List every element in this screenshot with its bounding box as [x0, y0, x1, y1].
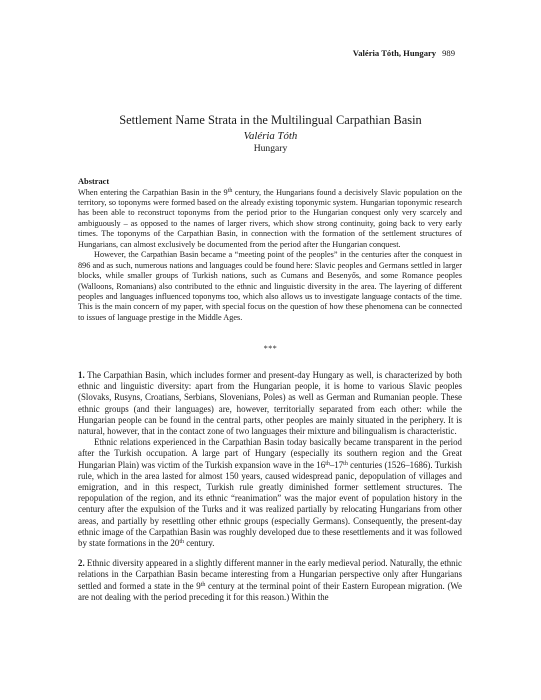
body-text: The Carpathian Basin, which includes former and present-day Hungary as well, is characterized by both ethnic and linguistic diversity: apart from the Hungarian people, it is home to various Slavic peoples (Slovaks, Rusyns, Croatians, Serbians, Slovenians, Poles) as well as German and Rumanian people. These ethnic groups (and their languages) are, however, territorially separated from each other: while the Hungarian people can be found in the central parts, other peoples are mainly situated in the periphery. It is natural, however, that in the contact zone of two languages their mixture and bilingualism is characteristic.	[78, 370, 462, 437]
page-number: 989	[442, 48, 455, 58]
body-text: century at the terminal point of their Eastern European migration. (We are not dealing with the period preceding it for this reason.) Within the	[78, 580, 462, 602]
section-1-paragraph	[78, 437, 462, 549]
abstract	[78, 177, 462, 323]
paper-title: Settlement Name Strata in the Multilingual Carpathian Basin	[119, 113, 422, 127]
superscript: th	[227, 187, 233, 194]
section-number: 2.	[78, 558, 85, 569]
abstract-text: century, the Hungarians found a decisively Slavic population on the territory, so toponyms were formed based on the already existing toponymic system. Hungarian toponymic research has been able to reconstruct toponyms from the period prior to the Hungarian conquest only very scarcely and ambiguously – as opposed to the names of larger rivers, which show strong continuity, going back to very early times. The toponyms of the Carpathian Basin, in connection with the formation of the settlement structures of Hungarians, can almost exclusively be documented from the period after the Hungarian conquest.	[78, 187, 462, 249]
section-separator: ***	[263, 344, 278, 353]
abstract-paragraph	[78, 188, 462, 251]
superscript: th	[179, 539, 184, 546]
running-head	[353, 48, 455, 58]
body-text: century.	[183, 538, 215, 549]
section-number: 1.	[78, 370, 85, 380]
section-2-paragraph	[78, 558, 462, 603]
title-block	[0, 113, 541, 155]
superscript: th	[343, 460, 348, 467]
superscript: th	[200, 581, 206, 588]
paper-author: Valéria Tóth	[243, 130, 298, 142]
superscript: th	[325, 460, 330, 467]
main-text	[78, 370, 462, 603]
author-country: Hungary	[253, 143, 288, 154]
body-text: centuries (1526–1686). Turkish rule, which in the area lasted for almost 150 years, caused widespread panic, depopulation of villages and emigration, and in this respect, Turkish rule greatly diminished former settlement structures. The repopulation of the region, and its ethnic “reanimation” was the major event of population history in the century after the expulsion of the Turks and it was realized partially by relocating Hungarians from other areas, and partially by resettling other ethnic groups (especially Germans). Consequently, the present-day ethnic image of the Carpathian Basin was roughly developed due to these resettlements and it was followed by state formations in the 20	[78, 459, 462, 549]
section-1-paragraph	[78, 370, 462, 437]
abstract-text: When entering the Carpathian Basin in the 9	[78, 187, 228, 197]
body-text: Ethnic diversity appeared in a slightly different manner in the early medieval period. Naturally, the ethnic relations in the Carpathian Basin became interesting from a Hungarian perspective only after Hungarians settled and formed a state in the 9	[78, 558, 462, 591]
running-head-author: Valéria Tóth, Hungary	[352, 48, 437, 58]
abstract-heading: Abstract	[78, 177, 110, 186]
abstract-paragraph: However, the Carpathian Basin became a “meeting point of the peoples” in the centuries after the conquest in 896 and as such, numerous nations and languages could be found here: Slavic peoples and Germans settled in larger blocks, while smaller groups of Turkish nations, such as Cumans and Besenyős, and some Romance peoples (Walloons, Romanians) also contributed to the ethnic and linguistic diversity in the area. The layering of different peoples and languages influenced toponyms too, which also allows us to investigate language contacts of the time. This is the main concern of my paper, with special focus on the question of how these phenomena can be connected to issues of language prestige in the Middle Ages.	[78, 250, 462, 322]
body-text: –17	[329, 459, 344, 470]
body-text: Ethnic relations experienced in the Carpathian Basin today basically became transparent in the period after the Turkish occupation. A large part of Hungary (especially its southern region and the Great Hungarian Plain) was victim of the Turkish expansion wave in the 16	[78, 437, 462, 470]
